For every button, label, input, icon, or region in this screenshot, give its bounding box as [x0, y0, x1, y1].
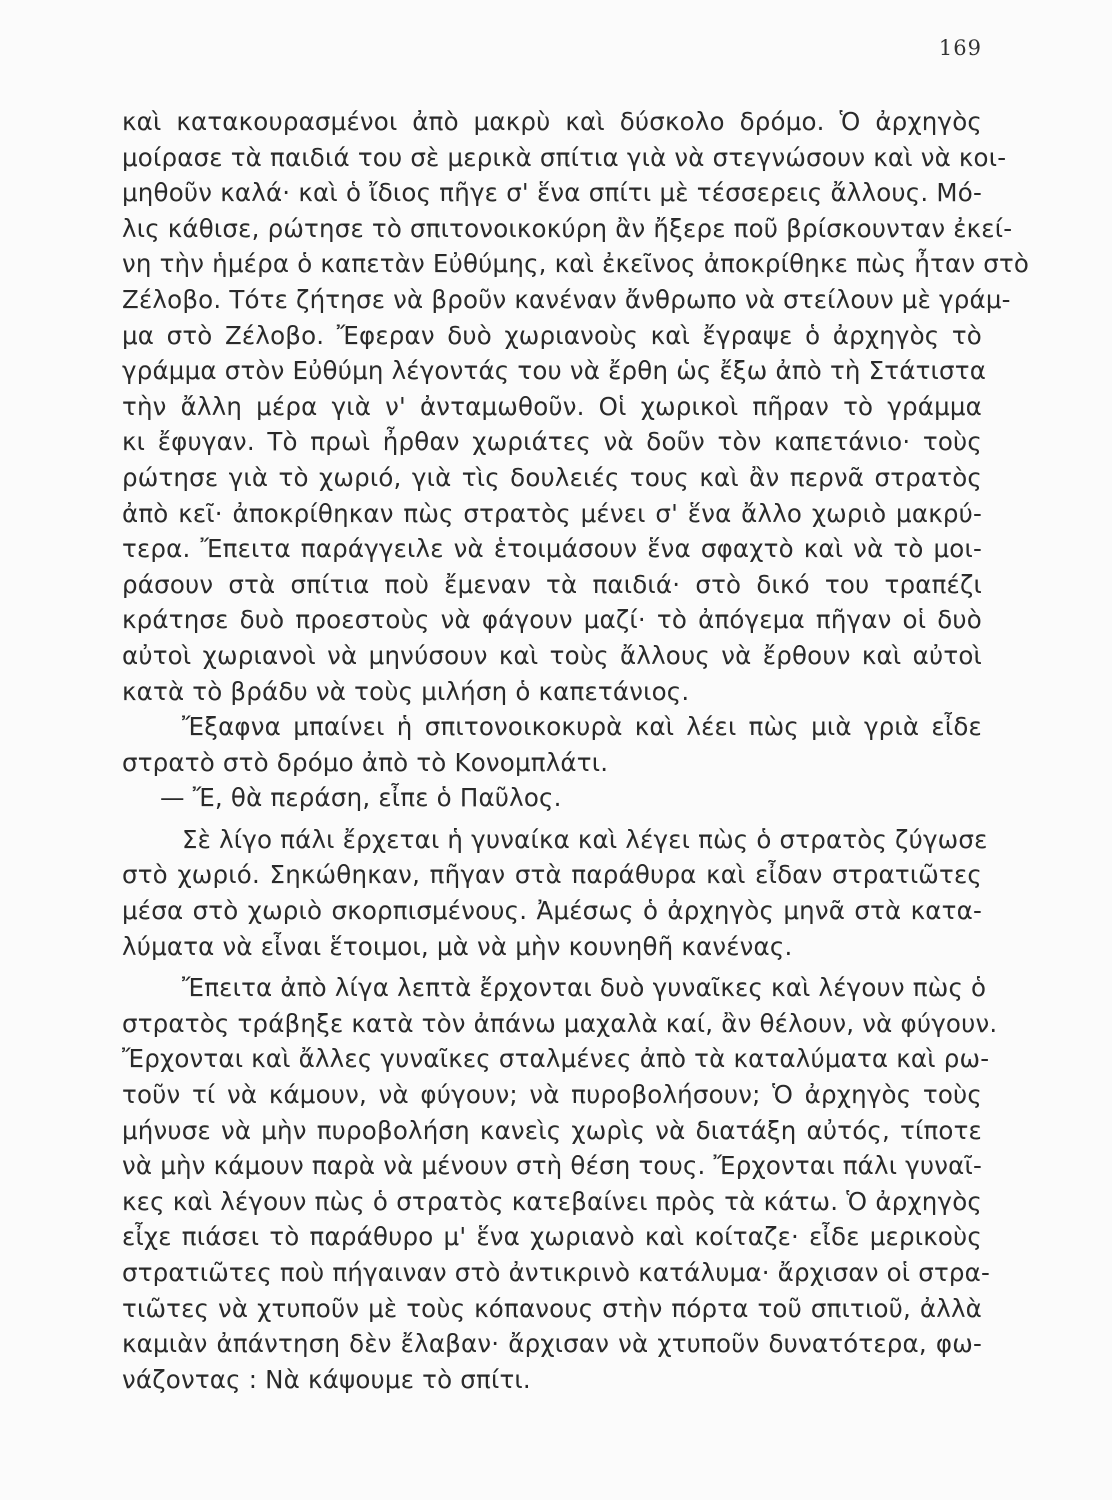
- text-line: καμιὰν ἀπάντηση δὲν ἔλαβαν· ἄρχισαν νὰ χτυποῦν δυνατότερα, φω-: [122, 1329, 982, 1359]
- text-line: κι ἔφυγαν. Τὸ πρωὶ ἦρθαν χωριάτες νὰ δοῦν τὸν καπετάνιο· τοὺς: [122, 427, 982, 457]
- text-line: νὰ μὴν κάμουν παρὰ νὰ μένουν στὴ θέση τους. Ἔρχονται πάλι γυναῖ-: [122, 1151, 983, 1181]
- body-text: [122, 104, 1030, 1397]
- text-line: μέσα στὸ χωριὸ σκορπισμένους. Ἀμέσως ὁ ἀρχηγὸς μηνᾶ στὰ κατα-: [122, 896, 982, 926]
- text-line: Ἔπειτα ἀπὸ λίγα λεπτὰ ἔρχονται δυὸ γυναῖκες καὶ λέγουν πὼς ὁ: [182, 973, 987, 1003]
- text-line: τιῶτες νὰ χτυποῦν μὲ τοὺς κόπανους στὴν πόρτα τοῦ σπιτιοῦ, ἀλλὰ: [122, 1293, 982, 1323]
- text-line: στὸ χωριό. Σηκώθηκαν, πῆγαν στὰ παράθυρα καὶ εἶδαν στρατιῶτες: [122, 860, 982, 890]
- text-line: Ἔξαφνα μπαίνει ἡ σπιτονοικοκυρὰ καὶ λέει πὼς μιὰ γριὰ εἶδε: [182, 712, 982, 742]
- text-line: κράτησε δυὸ προεστοὺς νὰ φάγουν μαζί· τὸ ἀπόγεμα πῆγαν οἱ δυὸ: [122, 605, 982, 635]
- text-line: καὶ κατακουρασμένοι ἀπὸ μακρὺ καὶ δύσκολο δρόμο. Ὁ ἀρχηγὸς: [122, 107, 982, 136]
- text-line: μήνυσε νὰ μὴν πυροβολήση κανεὶς χωρὶς νὰ διατάξη αὐτός, τίποτε: [122, 1115, 982, 1145]
- text-line: ἀπὸ κεῖ· ἀποκρίθηκαν πὼς στρατὸς μένει σ' ἕνα ἄλλο χωριὸ μακρύ-: [122, 498, 982, 528]
- text-line: Ζέλοβο. Τότε ζήτησε νὰ βροῦν κανέναν ἄνθρωπο νὰ στείλουν μὲ γράμ-: [122, 284, 1011, 314]
- text-line: γράμμα στὸν Εὐθύμη λέγοντάς του νὰ ἔρθη ὡς ἔξω ἀπὸ τὴ Στάτιστα: [122, 356, 987, 386]
- text-line: στρατιῶτες ποὺ πήγαιναν στὸ ἀντικρινὸ κατάλυμα· ἄρχισαν οἱ στρα-: [122, 1258, 991, 1287]
- text-line: Ἔρχονται καὶ ἄλλες γυναῖκες σταλμένες ἀπὸ τὰ καταλύματα καὶ ρω-: [122, 1044, 990, 1074]
- text-line: στρατὸς τράβηξε κατὰ τὸν ἀπάνω μαχαλὰ καί, ἂν θέλουν, νὰ φύγουν.: [122, 1008, 998, 1038]
- text-line: τοῦν τί νὰ κάμουν, νὰ φύγουν; νὰ πυροβολήσουν; Ὁ ἀρχηγὸς τοὺς: [122, 1080, 982, 1110]
- text-line: ρώτησε γιὰ τὸ χωριό, γιὰ τὶς δουλειές τους καὶ ἂν περνᾶ στρατὸς: [122, 462, 982, 492]
- text-line: λις κάθισε, ρώτησε τὸ σπιτονοικοκύρη ἂν ἤξερε ποῦ βρίσκουνταν ἐκεί-: [122, 213, 1013, 243]
- text-line: εἶχε πιάσει τὸ παράθυρο μ' ἕνα χωριανὸ καὶ κοίταζε· εἶδε μερικοὺς: [122, 1222, 982, 1252]
- dialogue-line: — Ἔ, θὰ περάση, εἶπε ὁ Παῦλος.: [160, 783, 562, 813]
- page-number: 169: [938, 36, 982, 60]
- text-line: λύματα νὰ εἶναι ἕτοιμοι, μὰ νὰ μὴν κουνηθῆ κανένας.: [122, 931, 793, 961]
- text-line: μοίρασε τὰ παιδιά του σὲ μερικὰ σπίτια γιὰ νὰ στεγνώσουν καὶ νὰ κοι-: [122, 142, 1007, 172]
- text-line: τερα. Ἔπειτα παράγγειλε νὰ ἑτοιμάσουν ἕνα σφαχτὸ καὶ νὰ τὸ μοι-: [122, 534, 982, 564]
- text-line: στρατὸ στὸ δρόμο ἀπὸ τὸ Κονομπλάτι.: [122, 747, 609, 777]
- text-line: τὴν ἄλλη μέρα γιὰ ν' ἀνταμωθοῦν. Οἱ χωρικοὶ πῆραν τὸ γράμμα: [122, 391, 982, 421]
- text-line: κατὰ τὸ βράδυ νὰ τοὺς μιλήση ὁ καπετάνιος.: [122, 676, 690, 706]
- text-line: μηθοῦν καλά· καὶ ὁ ἴδιος πῆγε σ' ἕνα σπίτι μὲ τέσσερεις ἄλλους. Μό-: [122, 178, 982, 208]
- text-line: Σὲ λίγο πάλι ἔρχεται ἡ γυναίκα καὶ λέγει πὼς ὁ στρατὸς ζύγωσε: [182, 824, 988, 854]
- text-line: ράσουν στὰ σπίτια ποὺ ἔμεναν τὰ παιδιά· στὸ δικό του τραπέζι: [122, 569, 982, 599]
- text-line: αὐτοὶ χωριανοὶ νὰ μηνύσουν καὶ τοὺς ἄλλους νὰ ἔρθουν καὶ αὐτοὶ: [122, 640, 982, 670]
- text-line: μα στὸ Ζέλοβο. Ἔφεραν δυὸ χωριανοὺς καὶ ἔγραψε ὁ ἀρχηγὸς τὸ: [122, 320, 982, 350]
- text-line: κες καὶ λέγουν πὼς ὁ στρατὸς κατεβαίνει πρὸς τὰ κάτω. Ὁ ἀρχηγὸς: [122, 1186, 982, 1216]
- text-line: νη τὴν ἡμέρα ὁ καπετὰν Εὐθύμης, καὶ ἐκεῖνος ἀποκρίθηκε πὼς ἦταν στὸ: [122, 249, 1030, 279]
- text-line: νάζοντας : Νὰ κάψουμε τὸ σπίτι.: [122, 1364, 531, 1394]
